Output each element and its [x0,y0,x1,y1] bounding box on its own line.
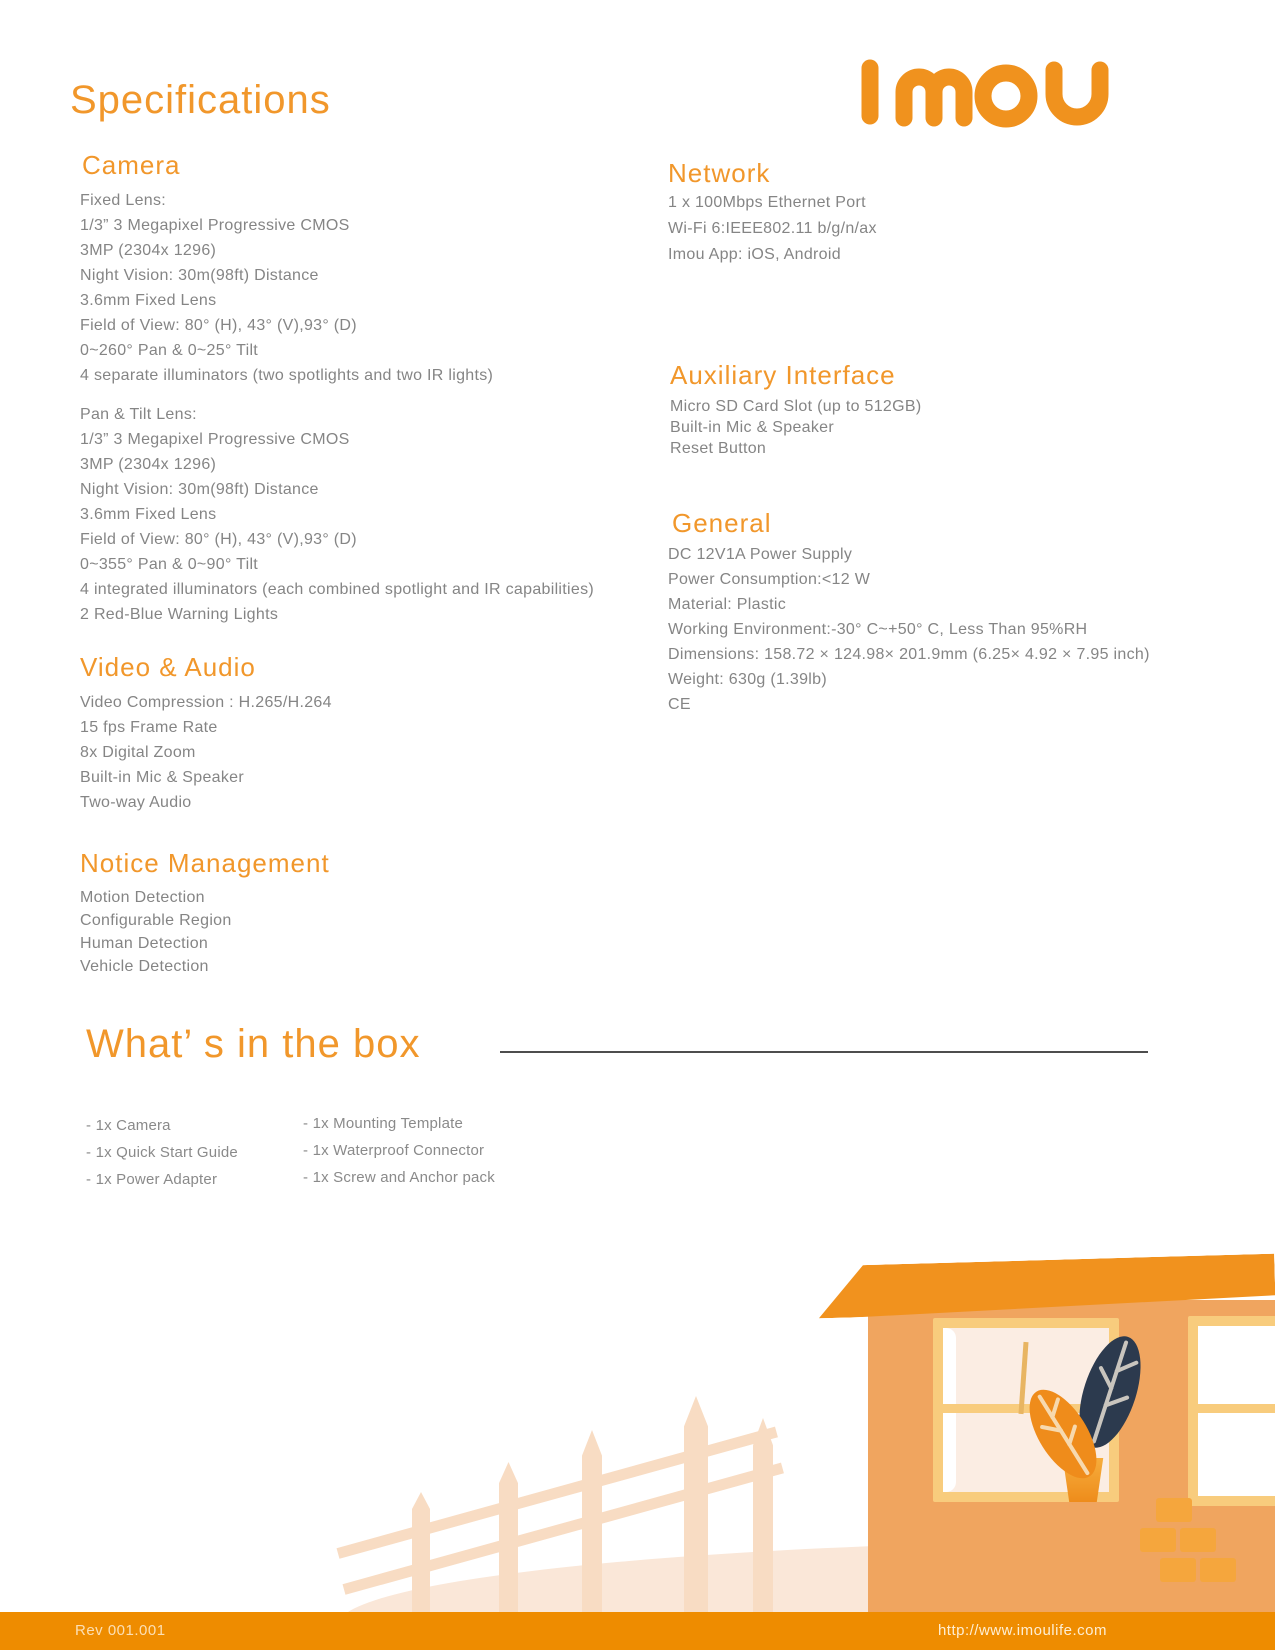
spec-line: Fixed Lens: [80,192,167,209]
spec-line: Weight: 630g (1.39lb) [668,671,827,688]
camera-pan-tilt-lens-specs [80,402,594,627]
revision-label: Rev 001.001 [75,1622,166,1639]
spec-line: 15 fps Frame Rate [80,719,218,736]
box-item: - 1x Quick Start Guide [86,1144,238,1161]
fence-post [582,1430,602,1613]
fence-post [412,1492,430,1613]
spec-line: Field of View: 80° (H), 43° (V),93° (D) [80,531,357,548]
spec-line: 1/3” 3 Megapixel Progressive CMOS [80,217,350,234]
section-heading-network: Network [668,158,771,188]
spec-line: 2 Red-Blue Warning Lights [80,606,279,623]
section-heading-video-audio: Video & Audio [80,652,256,682]
spec-line: Pan & Tilt Lens: [80,406,197,423]
spec-line: Working Environment:-30° C~+50° C, Less Than 95%RH [668,621,1088,638]
spec-line: Night Vision: 30m(98ft) Distance [80,267,319,284]
general-specs [668,542,1150,717]
spec-line: 0~260° Pan & 0~25° Tilt [80,342,259,359]
camera-fixed-lens-specs [80,188,493,388]
page-title: Specifications [70,78,331,122]
spec-line: 3.6mm Fixed Lens [80,292,217,309]
spec-line: 1/3” 3 Megapixel Progressive CMOS [80,431,350,448]
section-heading-notice-management: Notice Management [80,848,330,878]
spec-line: 3.6mm Fixed Lens [80,506,217,523]
website-link[interactable]: http://www.imoulife.com [937,1622,1107,1639]
brick [1180,1528,1216,1552]
fence-post [499,1462,518,1613]
spec-line: Video Compression : H.265/H.264 [80,694,332,711]
leaf-icon [1015,1322,1165,1507]
spec-line: Built-in Mic & Speaker [80,769,244,786]
spec-line: Micro SD Card Slot (up to 512GB) [670,398,922,415]
spec-line: 0~355° Pan & 0~90° Tilt [80,556,259,573]
spec-line: Two-way Audio [80,794,192,811]
spec-line: CE [668,696,691,713]
spec-line: Configurable Region [80,912,232,929]
spec-line: Imou App: iOS, Android [668,246,841,263]
box-contents-col2 [303,1110,495,1191]
spec-line: Human Detection [80,935,209,952]
spec-line: Reset Button [670,440,767,457]
box-item: - 1x Power Adapter [86,1171,218,1188]
fence-post [684,1396,708,1613]
brick [1160,1558,1196,1582]
spec-line: Field of View: 80° (H), 43° (V),93° (D) [80,317,357,334]
box-item: - 1x Screw and Anchor pack [303,1169,495,1186]
fence-post [753,1418,773,1613]
spec-line: Power Consumption:<12 W [668,571,871,588]
spec-line: 4 separate illuminators (two spotlights and two IR lights) [80,367,494,384]
box-heading: What’ s in the box [86,1022,421,1066]
spec-line: Dimensions: 158.72 × 124.98× 201.9mm (6.25× 4.92 × 7.95 inch) [668,646,1150,663]
spec-line: 4 integrated illuminators (each combined spotlight and IR capabilities) [80,581,595,598]
box-contents-col1 [86,1112,238,1193]
box-item: - 1x Waterproof Connector [303,1142,485,1159]
spec-line: 8x Digital Zoom [80,744,196,761]
spec-line: Night Vision: 30m(98ft) Distance [80,481,319,498]
spec-line: Built-in Mic & Speaker [670,419,834,436]
auxiliary-interface-specs [670,396,921,459]
brick [1200,1558,1236,1582]
window-mullion [1198,1404,1275,1413]
video-audio-specs [80,690,332,815]
notice-management-specs [80,886,232,978]
spec-line: Vehicle Detection [80,958,209,975]
footer-bar [0,1612,1275,1650]
spec-line: DC 12V1A Power Supply [668,546,853,563]
box-item: - 1x Camera [86,1117,171,1134]
spec-line: 3MP (2304x 1296) [80,456,217,473]
spec-line: Material: Plastic [668,596,787,613]
box-item: - 1x Mounting Template [303,1115,464,1132]
spec-line: 3MP (2304x 1296) [80,242,217,259]
brick [1140,1528,1176,1552]
network-specs [668,190,877,268]
spec-line: Motion Detection [80,889,205,906]
section-heading-camera: Camera [82,150,181,180]
imou-logo [856,52,1112,132]
section-heading-general: General [672,508,772,538]
heading-rule [500,1051,1148,1053]
spec-line: 1 x 100Mbps Ethernet Port [668,194,866,211]
section-heading-auxiliary-interface: Auxiliary Interface [670,360,896,390]
spec-line: Wi-Fi 6:IEEE802.11 b/g/n/ax [668,220,877,237]
